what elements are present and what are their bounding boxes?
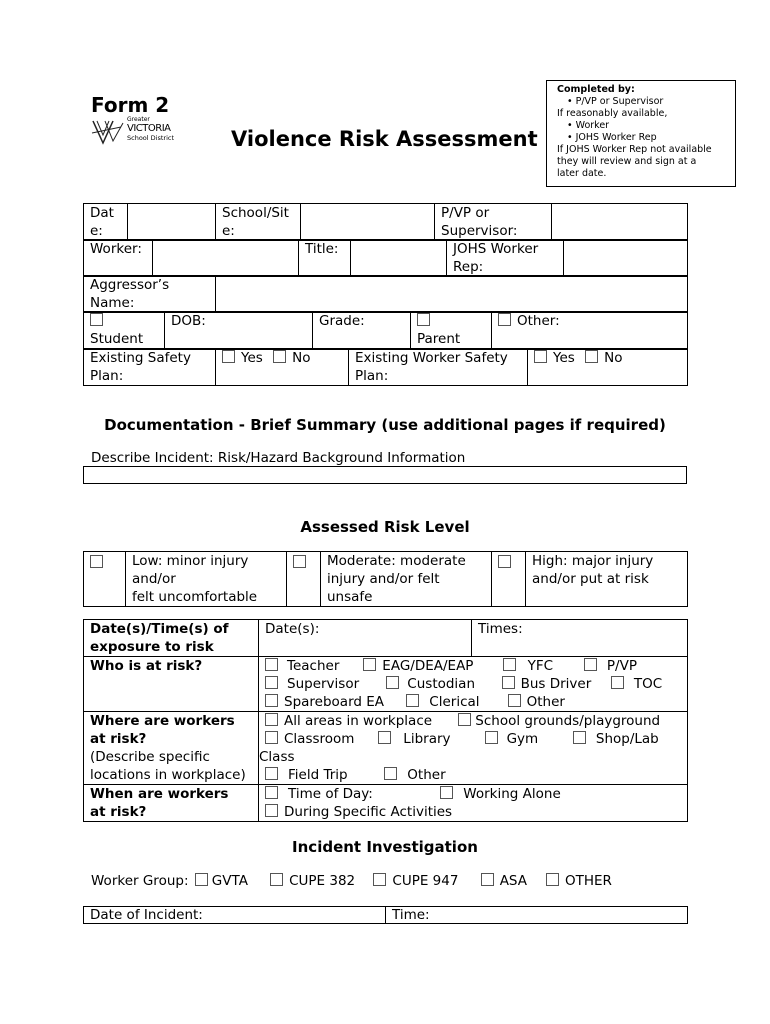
pvp-label: P/VP or Supervisor:: [435, 204, 552, 241]
shop-checkbox[interactable]: [573, 731, 586, 744]
where-row-1: All areas in workplace School grounds/playground: [265, 712, 681, 730]
grade-cell[interactable]: [313, 312, 411, 350]
cupe-382-checkbox[interactable]: [270, 873, 283, 886]
describe-incident-label: Describe Incident: Risk/Hazard Background Information: [91, 450, 466, 466]
low-checkbox-cell: [84, 552, 126, 607]
completed-by-item: • JOHS Worker Rep: [567, 132, 657, 143]
parent-label: Parent: [417, 331, 461, 347]
completed-by-note: they will review and sign at a: [557, 156, 697, 167]
when-row-2: During Specific Activities: [265, 803, 681, 821]
worker-plan-options: Yes No: [528, 349, 688, 386]
who-row-2: Supervisor Custodian Bus Driver TOC: [265, 675, 681, 693]
moderate-checkbox-cell: [287, 552, 321, 607]
where-row-3: Field Trip Other: [265, 766, 681, 784]
parent-cell: [411, 312, 492, 350]
incident-time-field[interactable]: [386, 907, 688, 924]
who-options: [259, 657, 688, 712]
yfc-checkbox[interactable]: [503, 658, 516, 671]
logo-mark-icon: [91, 117, 127, 147]
where-row-2: Classroom Library Gym Shop/Lab: [265, 730, 681, 748]
when-options: [259, 785, 688, 822]
working-alone-checkbox[interactable]: [440, 786, 453, 799]
page-title: Violence Risk Assessment: [231, 127, 538, 151]
risk-level-table: [83, 551, 688, 607]
parent-checkbox[interactable]: [417, 313, 430, 326]
dob-cell[interactable]: [165, 312, 313, 350]
date-of-incident-field[interactable]: [84, 907, 386, 924]
where-other-checkbox[interactable]: [384, 767, 397, 780]
gvta-checkbox[interactable]: [195, 873, 208, 886]
all-areas-checkbox[interactable]: [265, 713, 278, 726]
clerical-checkbox[interactable]: [406, 694, 419, 707]
johs-label: JOHS Worker Rep:: [447, 240, 564, 277]
during-activities-checkbox[interactable]: [265, 804, 278, 817]
title-field[interactable]: [351, 240, 447, 277]
grade-label: Grade:: [319, 313, 365, 329]
school-district-logo: [91, 117, 181, 147]
where-options: [259, 712, 688, 785]
dates-label: Date(s)/Time(s) of exposure to risk: [84, 620, 259, 657]
student-label: Student: [90, 331, 144, 347]
existing-plan-no-checkbox[interactable]: [273, 350, 286, 363]
completed-by-item: • Worker: [567, 120, 610, 131]
gym-checkbox[interactable]: [485, 731, 498, 744]
when-row-1: Time of Day: Working Alone: [265, 785, 681, 803]
supervisor-checkbox[interactable]: [265, 676, 278, 689]
incident-date-table: [83, 906, 688, 924]
classroom-checkbox[interactable]: [265, 731, 278, 744]
low-risk-label: Low: minor injury and/or felt uncomfortable: [126, 552, 287, 607]
other-cell[interactable]: [492, 312, 688, 350]
grounds-checkbox[interactable]: [458, 713, 471, 726]
describe-incident-field[interactable]: [83, 466, 687, 484]
worker-plan-no-checkbox[interactable]: [585, 350, 598, 363]
info-table-row2: [83, 239, 688, 277]
time-of-day-checkbox[interactable]: [265, 786, 278, 799]
dates-field[interactable]: [259, 620, 472, 657]
incident-time-label: Time:: [392, 907, 430, 923]
custodian-checkbox[interactable]: [386, 676, 399, 689]
johs-field[interactable]: [564, 240, 688, 277]
dob-label: DOB:: [171, 313, 206, 329]
completed-by-note: If reasonably available,: [557, 108, 668, 119]
teacher-checkbox[interactable]: [265, 658, 278, 671]
worker-field[interactable]: [153, 240, 299, 277]
completed-by-heading: Completed by:: [557, 84, 635, 95]
times-label-text: Times:: [478, 621, 523, 637]
existing-plan-yes-checkbox[interactable]: [222, 350, 235, 363]
moderate-risk-label: Moderate: moderate injury and/or felt unsafe: [321, 552, 492, 607]
documentation-heading: Documentation - Brief Summary (use additional pages if required): [104, 416, 666, 434]
info-table: [83, 203, 688, 241]
info-table-row4: [83, 311, 688, 350]
pvp-field[interactable]: [552, 204, 688, 241]
toc-checkbox[interactable]: [611, 676, 624, 689]
other-label: Other:: [517, 313, 560, 329]
student-checkbox[interactable]: [90, 313, 103, 326]
school-field[interactable]: [301, 204, 435, 241]
existing-plan-options: Yes No: [216, 349, 349, 386]
worker-group-row: Worker Group: GVTA CUPE 382 CUPE 947 ASA OTHER: [91, 873, 612, 889]
form-label: Form 2: [91, 93, 170, 117]
completed-by-box: [546, 80, 736, 187]
worker-plan-label: Existing Worker Safety Plan:: [349, 349, 528, 386]
title-label: Title:: [299, 240, 351, 277]
dates-label-text: Date(s):: [265, 621, 320, 637]
exposure-table: [83, 619, 688, 822]
spareboard-checkbox[interactable]: [265, 694, 278, 707]
aggressor-label: Aggressor’s Name:: [84, 276, 216, 313]
date-field[interactable]: [128, 204, 216, 241]
info-table-row3: [83, 275, 688, 313]
where-class-label: Class: [259, 749, 295, 765]
worker-label: Worker:: [84, 240, 153, 277]
moderate-risk-checkbox[interactable]: [293, 555, 306, 568]
high-risk-label: High: major injury and/or put at risk: [526, 552, 688, 607]
aggressor-field[interactable]: [216, 276, 688, 313]
asa-checkbox[interactable]: [481, 873, 494, 886]
who-label: Who is at risk?: [84, 657, 259, 712]
existing-plan-label: Existing Safety Plan:: [84, 349, 216, 386]
times-field[interactable]: [472, 620, 688, 657]
library-checkbox[interactable]: [378, 731, 391, 744]
completed-by-note: If JOHS Worker Rep not available: [557, 144, 712, 155]
who-row-3: Spareboard EA Clerical Other: [265, 693, 681, 711]
completed-by-item: • P/VP or Supervisor: [567, 96, 664, 107]
high-risk-checkbox[interactable]: [498, 555, 511, 568]
where-label: Where are workers at risk? (Describe specific locations in workplace): [84, 712, 259, 785]
date-label: Dat e:: [84, 204, 128, 241]
field-trip-checkbox[interactable]: [265, 767, 278, 780]
low-risk-checkbox[interactable]: [90, 555, 103, 568]
cupe-947-checkbox[interactable]: [373, 873, 386, 886]
school-label: School/Sit e:: [216, 204, 301, 241]
info-table-row5: [83, 348, 688, 386]
pvp-checkbox[interactable]: [584, 658, 597, 671]
logo-line1: Greater: [127, 116, 150, 123]
high-checkbox-cell: [492, 552, 526, 607]
logo-line2: VICTORIA: [127, 123, 171, 134]
risk-level-heading: Assessed Risk Level: [300, 518, 470, 536]
who-row-1: Teacher EAG/DEA/EAP YFC P/VP: [265, 657, 681, 675]
other-checkbox[interactable]: [498, 313, 511, 326]
student-cell: [84, 312, 165, 350]
when-label: When are workers at risk?: [84, 785, 259, 822]
worker-group-label: Worker Group:: [91, 873, 189, 889]
bus-driver-checkbox[interactable]: [502, 676, 515, 689]
other-group-checkbox[interactable]: [546, 873, 559, 886]
worker-plan-yes-checkbox[interactable]: [534, 350, 547, 363]
who-other-checkbox[interactable]: [508, 694, 521, 707]
logo-line3: School District: [127, 134, 174, 142]
investigation-heading: Incident Investigation: [292, 838, 478, 856]
completed-by-note: later date.: [557, 168, 607, 179]
eag-checkbox[interactable]: [363, 658, 376, 671]
date-of-incident-label: Date of Incident:: [90, 907, 203, 923]
